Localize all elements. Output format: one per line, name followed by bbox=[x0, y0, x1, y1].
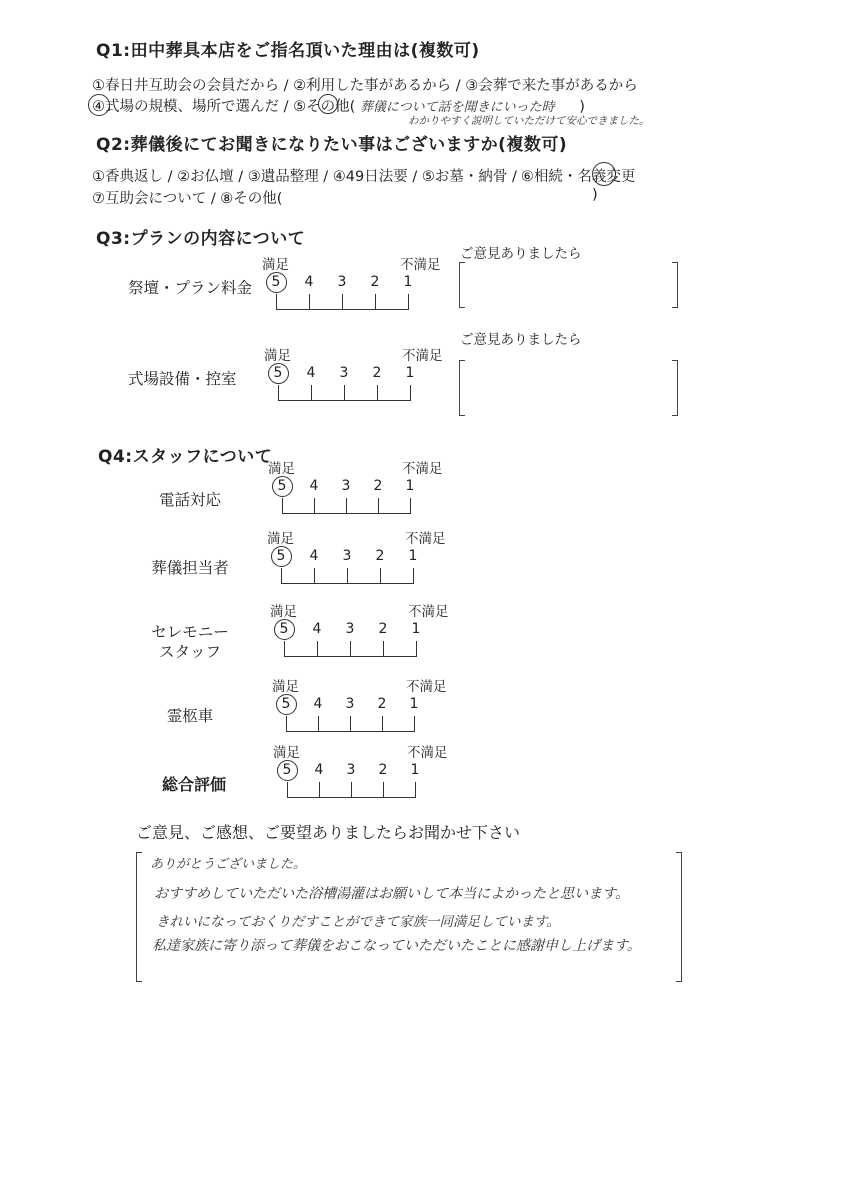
q4-row-3-label-2: スタッフ bbox=[158, 643, 221, 661]
q4-row-4-tick-3 bbox=[350, 716, 351, 732]
q1-other-handwritten: 葬儀について話を聞きにいった時 bbox=[359, 100, 555, 115]
q4-row-4-option-1[interactable]: 1 bbox=[409, 696, 419, 712]
q4-row-5-high-label: 満足 bbox=[273, 745, 300, 761]
q3-row-1-option-1[interactable]: 1 bbox=[403, 274, 413, 290]
q4-row-5-tick-4 bbox=[319, 782, 320, 798]
q4-row-5-tick-1 bbox=[415, 782, 416, 798]
q3-row-2-option-1[interactable]: 1 bbox=[405, 365, 415, 381]
feedback-bracket-left bbox=[136, 852, 142, 982]
q4-row-1-option-2[interactable]: 2 bbox=[373, 478, 383, 494]
q4-row-3-tick-4 bbox=[317, 641, 318, 657]
q4-row-1-option-5[interactable]: 5 bbox=[277, 478, 287, 494]
q3-row-2-option-3[interactable]: 3 bbox=[339, 365, 349, 381]
q4-row-2-option-3[interactable]: 3 bbox=[342, 548, 352, 564]
feedback-line-2: おすすめしていただいた浴槽湯灌はお願いして本当によかったと思います。 bbox=[154, 886, 630, 902]
q4-row-4-scale-line bbox=[286, 731, 414, 732]
q4-row-1-low-label: 不満足 bbox=[402, 461, 443, 477]
q4-row-2-option-4[interactable]: 4 bbox=[309, 548, 319, 564]
q4-row-5-option-2[interactable]: 2 bbox=[378, 762, 388, 778]
q4-row-4-high-label: 満足 bbox=[272, 679, 299, 695]
q3-row-1-comment-bracket-right bbox=[672, 262, 678, 308]
q4-title: Q4:スタッフについて bbox=[98, 447, 273, 467]
q4-row-5-scale-line bbox=[287, 797, 415, 798]
q4-row-3-label: セレモニー bbox=[151, 623, 229, 641]
q3-row-2-tick-4 bbox=[311, 385, 312, 401]
q3-row-1-low-label: 不満足 bbox=[400, 257, 441, 273]
q1-option-5-close: ) bbox=[579, 99, 585, 115]
q4-row-3-selected-circle bbox=[274, 619, 295, 640]
q4-row-3-tick-5 bbox=[284, 641, 285, 657]
q3-row-2-tick-5 bbox=[278, 385, 279, 401]
q4-row-1-tick-4 bbox=[314, 498, 315, 514]
q1-title: Q1:田中葬具本店をご指名頂いた理由は(複数可) bbox=[96, 41, 480, 61]
q4-row-2-option-5[interactable]: 5 bbox=[276, 548, 286, 564]
q2-other-close: ) bbox=[592, 187, 598, 203]
q3-row-2-tick-3 bbox=[344, 385, 345, 401]
q3-row-2-comment-bracket-right bbox=[672, 360, 678, 416]
q3-row-1-option-5[interactable]: 5 bbox=[271, 274, 281, 290]
feedback-line-1: ありがとうございました。 bbox=[150, 857, 307, 872]
q3-row-2-option-5[interactable]: 5 bbox=[273, 365, 283, 381]
q3-row-2-tick-1 bbox=[410, 385, 411, 401]
q3-row-1-tick-3 bbox=[342, 294, 343, 310]
q3-row-2-selected-circle bbox=[268, 363, 289, 384]
q4-row-3-option-2[interactable]: 2 bbox=[378, 621, 388, 637]
q3-row-1-comment-label: ご意見ありましたら bbox=[460, 246, 582, 262]
q3-row-1-option-2[interactable]: 2 bbox=[370, 274, 380, 290]
q3-row-2-low-label: 不満足 bbox=[402, 348, 443, 364]
q4-row-2-selected-circle bbox=[271, 546, 292, 567]
q2-options-1-5[interactable]: ①香典返し / ②お仏壇 / ③遺品整理 / ④49日法要 / ⑤お墓・納骨 / bbox=[92, 169, 517, 185]
q4-row-2-tick-5 bbox=[281, 568, 282, 584]
q4-row-2-tick-3 bbox=[347, 568, 348, 584]
q3-row-1-tick-1 bbox=[408, 294, 409, 310]
q3-row-2-scale-line bbox=[278, 400, 410, 401]
q3-row-2-label: 式場設備・控室 bbox=[128, 370, 237, 388]
q3-row-1-scale-line bbox=[276, 309, 408, 310]
q4-row-5-option-1[interactable]: 1 bbox=[410, 762, 420, 778]
q3-row-1-selected-circle bbox=[266, 272, 287, 293]
q4-row-4-selected-circle bbox=[276, 694, 297, 715]
q1-other-handwritten-2: わかりやすく説明していただけて安心できました。 bbox=[408, 115, 650, 127]
feedback-line-4: 私達家族に寄り添って葬儀をおこなっていただいたことに感謝申し上げます。 bbox=[152, 938, 641, 954]
feedback-line-3: きれいになっておくりだすことができて家族一同満足しています。 bbox=[156, 914, 560, 930]
q4-row-3-option-3[interactable]: 3 bbox=[345, 621, 355, 637]
q2-option-6[interactable]: ⑥相続・名義変更 bbox=[520, 169, 636, 185]
q4-row-2-label: 葬儀担当者 bbox=[151, 559, 229, 577]
q4-row-5-option-3[interactable]: 3 bbox=[346, 762, 356, 778]
q3-row-1-option-4[interactable]: 4 bbox=[304, 274, 314, 290]
q4-row-1-high-label: 満足 bbox=[268, 461, 295, 477]
q3-row-1-label: 祭壇・プラン料金 bbox=[128, 279, 253, 297]
q4-row-2-tick-2 bbox=[380, 568, 381, 584]
q3-row-2-high-label: 満足 bbox=[264, 348, 291, 364]
q4-row-3-option-1[interactable]: 1 bbox=[411, 621, 421, 637]
q1-option-5[interactable]: ⑤その他( bbox=[293, 99, 356, 115]
q3-row-1-option-3[interactable]: 3 bbox=[337, 274, 347, 290]
q4-row-3-high-label: 満足 bbox=[270, 604, 297, 620]
q4-row-3-option-4[interactable]: 4 bbox=[312, 621, 322, 637]
q3-row-1-tick-2 bbox=[375, 294, 376, 310]
q1-option-5-circle bbox=[318, 94, 338, 114]
q4-row-1-option-4[interactable]: 4 bbox=[309, 478, 319, 494]
q4-row-3-option-5[interactable]: 5 bbox=[279, 621, 289, 637]
q4-row-5-label: 総合評価 bbox=[161, 775, 226, 794]
q1-option-4-circle bbox=[88, 94, 110, 116]
q4-row-1-tick-5 bbox=[282, 498, 283, 514]
q4-row-1-scale-line bbox=[282, 513, 410, 514]
q3-row-2-tick-2 bbox=[377, 385, 378, 401]
q4-row-2-scale-line bbox=[281, 583, 413, 584]
q2-option-6-circle bbox=[592, 162, 616, 186]
q4-row-5-option-4[interactable]: 4 bbox=[314, 762, 324, 778]
q4-row-3-tick-3 bbox=[350, 641, 351, 657]
q3-row-2-comment-label: ご意見ありましたら bbox=[460, 332, 582, 348]
q4-row-4-low-label: 不満足 bbox=[406, 679, 447, 695]
q3-row-2-option-2[interactable]: 2 bbox=[372, 365, 382, 381]
q2-title: Q2:葬儀後にてお聞きになりたい事はございますか(複数可) bbox=[96, 135, 568, 155]
q4-row-4-option-5[interactable]: 5 bbox=[281, 696, 291, 712]
q4-row-2-tick-4 bbox=[314, 568, 315, 584]
q4-row-5-selected-circle bbox=[277, 760, 298, 781]
q4-row-3-scale-line bbox=[284, 656, 416, 657]
q4-row-1-tick-1 bbox=[410, 498, 411, 514]
q4-row-3-low-label: 不満足 bbox=[408, 604, 449, 620]
q4-row-5-low-label: 不満足 bbox=[407, 745, 448, 761]
q4-row-4-label: 霊柩車 bbox=[166, 707, 214, 725]
q4-row-1-label: 電話対応 bbox=[158, 491, 221, 509]
q3-row-2-option-4[interactable]: 4 bbox=[306, 365, 316, 381]
q4-row-4-tick-2 bbox=[382, 716, 383, 732]
q4-row-4-option-3[interactable]: 3 bbox=[345, 696, 355, 712]
q4-row-2-option-2[interactable]: 2 bbox=[375, 548, 385, 564]
q4-row-2-low-label: 不満足 bbox=[405, 531, 446, 547]
q4-row-5-option-5[interactable]: 5 bbox=[282, 762, 292, 778]
q3-row-1-tick-4 bbox=[309, 294, 310, 310]
q4-row-5-tick-2 bbox=[383, 782, 384, 798]
q3-row-1-high-label: 満足 bbox=[262, 257, 289, 273]
q4-row-5-tick-3 bbox=[351, 782, 352, 798]
q4-row-4-option-2[interactable]: 2 bbox=[377, 696, 387, 712]
q2-options-line2[interactable]: ⑦互助会について / ⑧その他( bbox=[92, 191, 283, 207]
q4-row-4-tick-5 bbox=[286, 716, 287, 732]
q4-row-4-tick-4 bbox=[318, 716, 319, 732]
q4-row-1-selected-circle bbox=[272, 476, 293, 497]
q4-row-3-tick-2 bbox=[383, 641, 384, 657]
q4-row-3-tick-1 bbox=[416, 641, 417, 657]
q4-row-2-high-label: 満足 bbox=[267, 531, 294, 547]
q4-row-5-tick-5 bbox=[287, 782, 288, 798]
q4-row-1-tick-2 bbox=[378, 498, 379, 514]
feedback-title: ご意見、ご感想、ご要望ありましたらお聞かせ下さい bbox=[136, 823, 521, 842]
q4-row-1-option-1[interactable]: 1 bbox=[405, 478, 415, 494]
q3-row-2-comment-bracket-left bbox=[459, 360, 465, 416]
q4-row-4-tick-1 bbox=[414, 716, 415, 732]
q3-row-1-comment-bracket-left bbox=[459, 262, 465, 308]
q2-options-line1 bbox=[92, 165, 635, 186]
feedback-bracket-right bbox=[676, 852, 682, 982]
q4-row-1-tick-3 bbox=[346, 498, 347, 514]
q1-option-4[interactable]: ④式場の規模、場所で選んだ / bbox=[92, 99, 294, 115]
q4-row-2-tick-1 bbox=[413, 568, 414, 584]
q4-row-1-option-3[interactable]: 3 bbox=[341, 478, 351, 494]
q4-row-4-option-4[interactable]: 4 bbox=[313, 696, 323, 712]
q3-row-1-tick-5 bbox=[276, 294, 277, 310]
q1-options-line1: ①春日井互助会の会員だから / ②利用した事があるから / ③会葬で来た事があるから bbox=[92, 78, 638, 94]
q4-row-2-option-1[interactable]: 1 bbox=[408, 548, 418, 564]
q3-title: Q3:プランの内容について bbox=[96, 229, 306, 249]
